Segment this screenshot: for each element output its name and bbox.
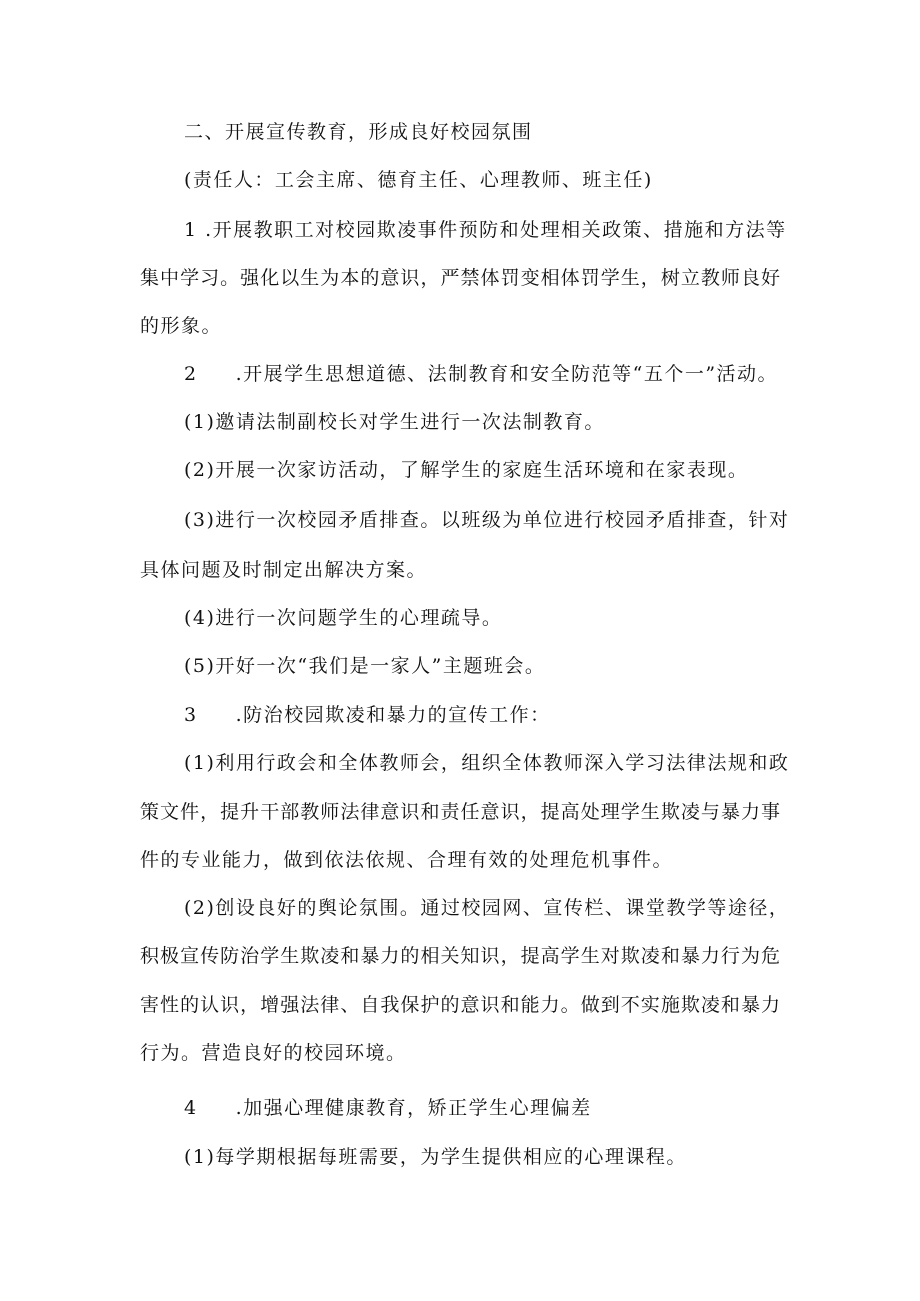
item-2-sub-3-line-2: 具体问题及时制定出解决方案。	[140, 559, 428, 581]
item-2-text: .开展学生思想道德、法制教育和安全防范等“五个一”活动。	[235, 363, 779, 385]
item-3-sub-1-line-3: 件的专业能力，做到依法依规、合理有效的处理危机事件。	[140, 849, 674, 871]
item-3-heading	[184, 703, 551, 727]
item-2-sub-2: (2)开展一次家访活动，了解学生的家庭生活环境和在家表现。	[184, 459, 749, 481]
item-1-line-3: 的形象。	[140, 315, 223, 337]
item-4-heading	[184, 1096, 592, 1120]
item-1-line-1	[184, 218, 787, 242]
item-1-text: .开展教职工对校园欺凌事件预防和处理相关政策、措施和方法等	[205, 219, 787, 241]
item-2-heading	[184, 362, 778, 386]
item-2-number: 2	[184, 363, 198, 385]
item-3-sub-2-line-1: (2)创设良好的舆论氛围。通过校园网、宣传栏、课堂教学等途径，	[184, 897, 790, 919]
item-2-sub-5: (5)开好一次“我们是一家人”主题班会。	[184, 655, 546, 677]
item-3-text: .防治校园欺凌和暴力的宣传工作：	[235, 704, 551, 726]
section-heading: 二、开展宣传教育，形成良好校园氛围	[184, 121, 533, 143]
item-2-sub-3-line-1: (3)进行一次校园矛盾排查。以班级为单位进行校园矛盾排查，针对	[184, 509, 790, 531]
responsible-persons: (责任人：工会主席、德育主任、心理教师、班主任)	[184, 169, 653, 191]
item-3-sub-2-line-4: 行为。营造良好的校园环境。	[140, 1042, 407, 1064]
item-3-sub-2-line-3: 害性的认识，增强法律、自我保护的意识和能力。做到不实施欺凌和暴力	[140, 994, 780, 1016]
item-1-number: 1	[184, 219, 198, 241]
item-3-sub-1-line-1: (1)利用行政会和全体教师会，组织全体教师深入学习法律法规和政	[184, 752, 790, 774]
item-3-sub-2-line-2: 积极宣传防治学生欺凌和暴力的相关知识，提高学生对欺凌和暴力行为危	[140, 945, 780, 967]
item-3-sub-1-line-2: 策文件，提升干部教师法律意识和责任意识，提高处理学生欺凌与暴力事	[140, 801, 780, 823]
item-1-line-2: 集中学习。强化以生为本的意识，严禁体罚变相体罚学生，树立教师良好	[140, 267, 780, 289]
item-4-number: 4	[184, 1097, 198, 1119]
item-2-sub-4: (4)进行一次问题学生的心理疏导。	[184, 607, 503, 629]
item-2-sub-1: (1)邀请法制副校长对学生进行一次法制教育。	[184, 411, 605, 433]
item-4-text: .加强心理健康教育，矫正学生心理偏差	[235, 1097, 592, 1119]
item-3-number: 3	[184, 704, 198, 726]
item-4-sub-1: (1)每学期根据每班需要，为学生提供相应的心理课程。	[184, 1146, 687, 1168]
